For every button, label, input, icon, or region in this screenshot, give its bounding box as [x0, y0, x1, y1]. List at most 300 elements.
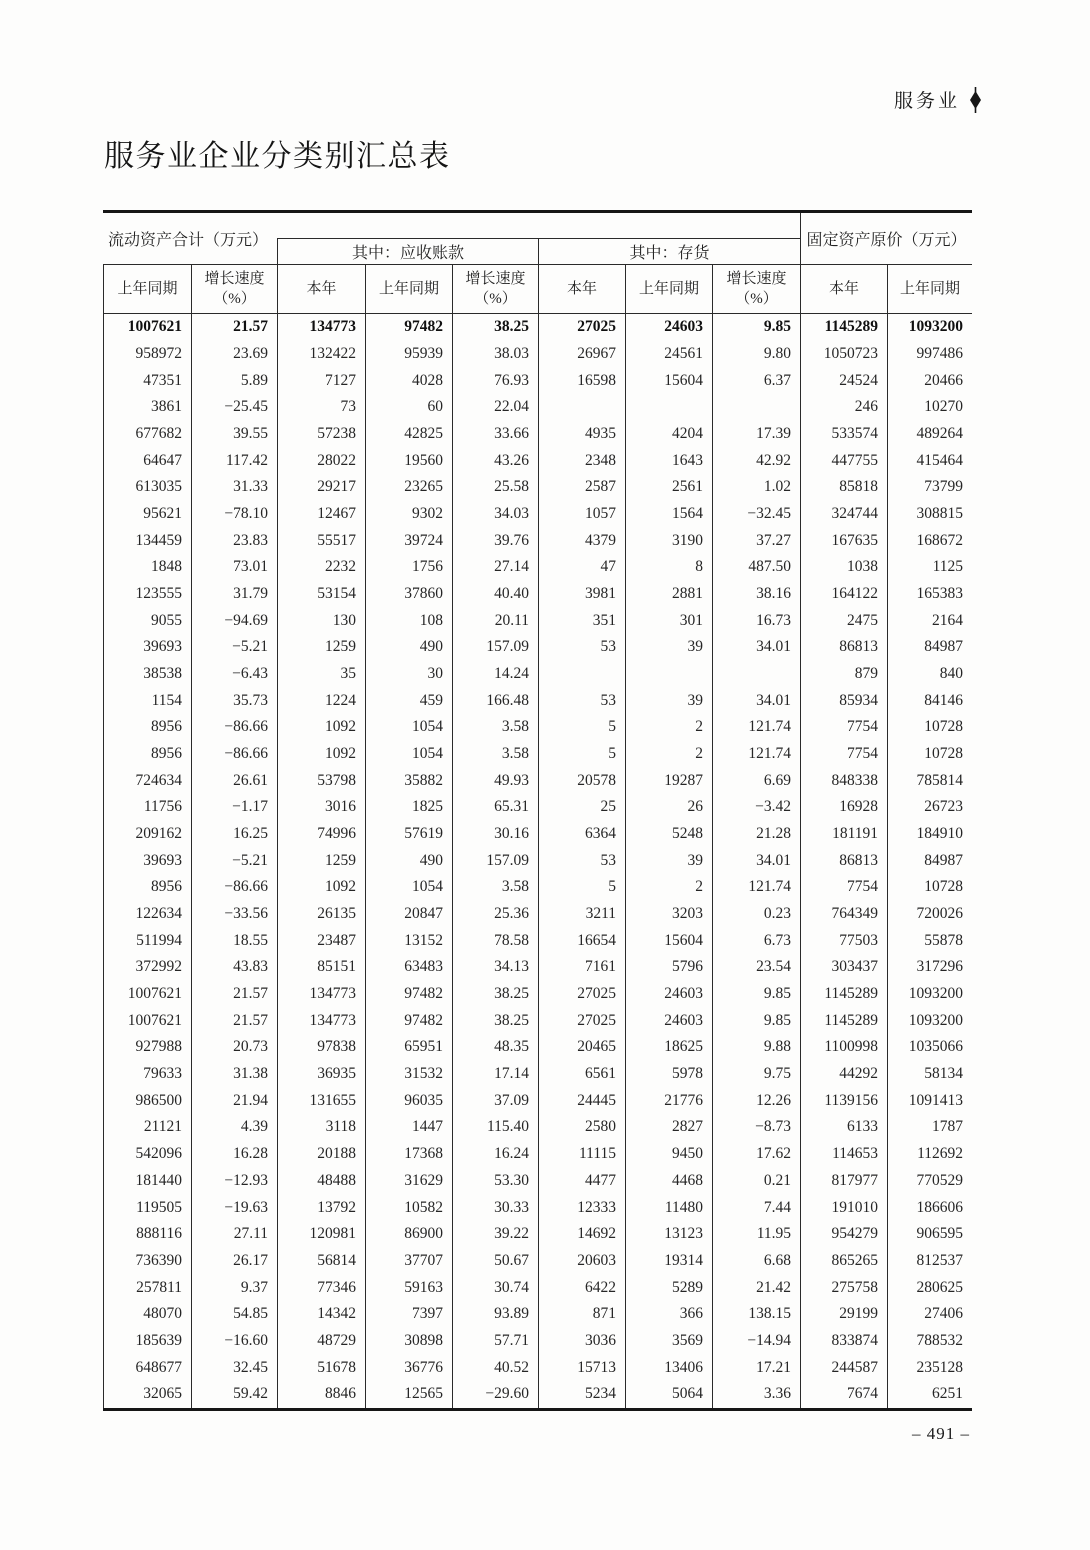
table-cell: 20.11 [452, 607, 538, 634]
table-cell: 257811 [103, 1274, 191, 1301]
table-cell: 20188 [277, 1141, 365, 1168]
table-cell: 30.33 [452, 1194, 538, 1221]
table-cell: 490 [365, 634, 452, 661]
table-cell: 12467 [277, 501, 365, 528]
table-cell: 9055 [103, 607, 191, 634]
table-cell: 13123 [625, 1221, 712, 1248]
table-cell: 166.48 [452, 687, 538, 714]
table-cell: 53798 [277, 767, 365, 794]
table-cell: 13792 [277, 1194, 365, 1221]
table-cell: 7754 [800, 714, 887, 741]
table-cell: 31.33 [191, 474, 277, 501]
table-cell: 7674 [800, 1381, 887, 1408]
table-cell: 39.22 [452, 1221, 538, 1248]
table-cell: 32.45 [191, 1354, 277, 1381]
table-cell: 1093200 [887, 314, 972, 341]
table-cell: 3016 [277, 794, 365, 821]
table-cell: 997486 [887, 341, 972, 368]
table-cell: 958972 [103, 341, 191, 368]
table-cell: 77346 [277, 1274, 365, 1301]
table-cell: 95939 [365, 341, 452, 368]
table-cell: 77503 [800, 927, 887, 954]
table-cell: 7754 [800, 741, 887, 768]
table-cell: 7754 [800, 874, 887, 901]
table-cell: 879 [800, 661, 887, 688]
table-cell [712, 661, 800, 688]
table-cell: 26 [625, 794, 712, 821]
table-cell: 8956 [103, 874, 191, 901]
table-cell: 108 [365, 607, 452, 634]
table-cell: 9.85 [712, 981, 800, 1008]
table-cell: 30898 [365, 1328, 452, 1355]
table-cell: 37707 [365, 1248, 452, 1275]
table-cell: 817977 [800, 1168, 887, 1195]
column-header: 增长速度（%） [712, 264, 800, 314]
table-cell: 53 [538, 634, 625, 661]
table-cell: 12.26 [712, 1087, 800, 1114]
table-cell: 372992 [103, 954, 191, 981]
table-cell: −6.43 [191, 661, 277, 688]
table-cell: −19.63 [191, 1194, 277, 1221]
table-cell: 1007621 [103, 314, 191, 341]
table-cell: 3569 [625, 1328, 712, 1355]
table-cell: 11480 [625, 1194, 712, 1221]
table-cell: 770529 [887, 1168, 972, 1195]
table-cell: 117.42 [191, 447, 277, 474]
table-cell: 986500 [103, 1087, 191, 1114]
table-cell: 76.93 [452, 367, 538, 394]
table-cell: 1100998 [800, 1034, 887, 1061]
table-cell: 4935 [538, 421, 625, 448]
table-cell: 26135 [277, 901, 365, 928]
table-cell: 122634 [103, 901, 191, 928]
table-cell: 39 [625, 847, 712, 874]
table-cell: 16.24 [452, 1141, 538, 1168]
table-cell: 1093200 [887, 1007, 972, 1034]
colgroup-receivables: 其中：应收账款 [277, 238, 538, 264]
table-cell: 23.54 [712, 954, 800, 981]
table-cell: 1139156 [800, 1087, 887, 1114]
table-cell: 31.79 [191, 581, 277, 608]
table-cell: 43.83 [191, 954, 277, 981]
table-cell: 32065 [103, 1381, 191, 1408]
table-cell: 840 [887, 661, 972, 688]
table-cell: 57.71 [452, 1328, 538, 1355]
table-cell: 1643 [625, 447, 712, 474]
table-cell: 29199 [800, 1301, 887, 1328]
table-cell: 51678 [277, 1354, 365, 1381]
table-cell: 23265 [365, 474, 452, 501]
table-cell: 16.73 [712, 607, 800, 634]
table-cell: 10582 [365, 1194, 452, 1221]
table-cell: 1154 [103, 687, 191, 714]
table-cell: 833874 [800, 1328, 887, 1355]
table-cell: 21776 [625, 1087, 712, 1114]
table-cell: 53154 [277, 581, 365, 608]
table-cell: 7127 [277, 367, 365, 394]
table-cell: 12565 [365, 1381, 452, 1408]
table-cell: 6.69 [712, 767, 800, 794]
table-cell: 2580 [538, 1114, 625, 1141]
table-cell: 23.69 [191, 341, 277, 368]
table-cell: 27.14 [452, 554, 538, 581]
running-header [894, 86, 982, 113]
table-cell: 511994 [103, 927, 191, 954]
table-cell: 39724 [365, 527, 452, 554]
column-header: 上年同期 [887, 264, 972, 314]
table-cell: 1054 [365, 874, 452, 901]
table-cell: 31.38 [191, 1061, 277, 1088]
table-cell: 2232 [277, 554, 365, 581]
table-cell: 47351 [103, 367, 191, 394]
table-cell: 26.17 [191, 1248, 277, 1275]
table-cell: −86.66 [191, 741, 277, 768]
table-cell: 1224 [277, 687, 365, 714]
table-cell: 85934 [800, 687, 887, 714]
table-cell: 1093200 [887, 981, 972, 1008]
table-cell: 1007621 [103, 1007, 191, 1034]
page-title: 服务业企业分类别汇总表 [104, 140, 451, 173]
table-cell: 24603 [625, 1007, 712, 1034]
table-cell: 48488 [277, 1168, 365, 1195]
table-cell: 5 [538, 741, 625, 768]
table-cell: 49.93 [452, 767, 538, 794]
table-cell: 16654 [538, 927, 625, 954]
table-cell: 209162 [103, 821, 191, 848]
column-header: 本年 [538, 264, 625, 314]
column-header: 本年 [800, 264, 887, 314]
page-number: – 491 – [912, 1424, 970, 1443]
table-cell: 4379 [538, 527, 625, 554]
table-cell: 121.74 [712, 874, 800, 901]
table-cell: 13152 [365, 927, 452, 954]
table-cell: 21.57 [191, 314, 277, 341]
table-cell: 184910 [887, 821, 972, 848]
table-cell: 138.15 [712, 1301, 800, 1328]
table-cell: 14342 [277, 1301, 365, 1328]
table-cell: 459 [365, 687, 452, 714]
table-cell: 3190 [625, 527, 712, 554]
table-cell: 34.01 [712, 847, 800, 874]
table-cell: 26723 [887, 794, 972, 821]
table-cell: 59.42 [191, 1381, 277, 1408]
table-cell: 40.52 [452, 1354, 538, 1381]
table-cell: 15713 [538, 1354, 625, 1381]
table-cell: 35 [277, 661, 365, 688]
table-cell: 871 [538, 1301, 625, 1328]
table-cell: 2827 [625, 1114, 712, 1141]
table-cell: 115.40 [452, 1114, 538, 1141]
table-cell: 36776 [365, 1354, 452, 1381]
table-cell: 317296 [887, 954, 972, 981]
table-cell: 848338 [800, 767, 887, 794]
table-cell: −25.45 [191, 394, 277, 421]
table-cell: 25 [538, 794, 625, 821]
table-cell: 186606 [887, 1194, 972, 1221]
table-cell: 165383 [887, 581, 972, 608]
table-cell: 134773 [277, 314, 365, 341]
table-cell: 3203 [625, 901, 712, 928]
table-cell: 19287 [625, 767, 712, 794]
table-cell: 2561 [625, 474, 712, 501]
table-cell: 119505 [103, 1194, 191, 1221]
table-cell: 6.73 [712, 927, 800, 954]
table-cell: 6251 [887, 1381, 972, 1408]
table-cell: 16.28 [191, 1141, 277, 1168]
table-cell: 48.35 [452, 1034, 538, 1061]
table-cell: 1007621 [103, 981, 191, 1008]
table-cell: 10728 [887, 741, 972, 768]
table-cell: 906595 [887, 1221, 972, 1248]
table-cell: 3118 [277, 1114, 365, 1141]
table-cell: 164122 [800, 581, 887, 608]
diamond-icon [969, 87, 982, 113]
table-cell: 244587 [800, 1354, 887, 1381]
table-cell: 114653 [800, 1141, 887, 1168]
table-cell: 21.57 [191, 1007, 277, 1034]
table-cell: 21.57 [191, 981, 277, 1008]
table-cell: 35882 [365, 767, 452, 794]
table-cell: 57238 [277, 421, 365, 448]
table-cell: 2164 [887, 607, 972, 634]
column-header: 上年同期 [365, 264, 452, 314]
table-cell: 86900 [365, 1221, 452, 1248]
column-header: 本年 [277, 264, 365, 314]
table-cell: 20603 [538, 1248, 625, 1275]
table-cell: 54.85 [191, 1301, 277, 1328]
table-cell: 38.16 [712, 581, 800, 608]
table-cell: 9.37 [191, 1274, 277, 1301]
table-cell: 60 [365, 394, 452, 421]
table-cell: 34.01 [712, 687, 800, 714]
column-header: 上年同期 [625, 264, 712, 314]
table-cell: 53 [538, 847, 625, 874]
table-cell: 4477 [538, 1168, 625, 1195]
table-cell: 84146 [887, 687, 972, 714]
table-cell: 280625 [887, 1274, 972, 1301]
table-cell: 34.03 [452, 501, 538, 528]
table-cell: −1.17 [191, 794, 277, 821]
table-cell: −86.66 [191, 874, 277, 901]
table-cell: 38.25 [452, 1007, 538, 1034]
table-cell: −29.60 [452, 1381, 538, 1408]
column-header: 增长速度（%） [191, 264, 277, 314]
table-cell: 677682 [103, 421, 191, 448]
table-cell: 5.89 [191, 367, 277, 394]
table-cell: 8956 [103, 741, 191, 768]
table-cell: 6422 [538, 1274, 625, 1301]
table-cell: 3.58 [452, 714, 538, 741]
table-cell: 121.74 [712, 741, 800, 768]
table-cell [538, 661, 625, 688]
table-cell: 1259 [277, 847, 365, 874]
table-cell: 39693 [103, 634, 191, 661]
table-cell: 26967 [538, 341, 625, 368]
table-cell: 167635 [800, 527, 887, 554]
table-cell: 97482 [365, 981, 452, 1008]
table-cell: 38.25 [452, 981, 538, 1008]
table-cell: 38538 [103, 661, 191, 688]
table-cell: 97482 [365, 1007, 452, 1034]
table-cell: 9302 [365, 501, 452, 528]
colgroup-inventory: 其中：存货 [538, 238, 800, 264]
table-cell: 1050723 [800, 341, 887, 368]
table-cell: 65951 [365, 1034, 452, 1061]
table-cell: 191010 [800, 1194, 887, 1221]
table-cell: 86813 [800, 634, 887, 661]
table-cell: 95621 [103, 501, 191, 528]
table-cell: 55517 [277, 527, 365, 554]
table-cell: 24603 [625, 314, 712, 341]
table-cell: −14.94 [712, 1328, 800, 1355]
table-cell: 20.73 [191, 1034, 277, 1061]
table-cell: 2 [625, 741, 712, 768]
table-cell: 4468 [625, 1168, 712, 1195]
table-cell: 5978 [625, 1061, 712, 1088]
table-cell: 9.85 [712, 314, 800, 341]
table-cell: 55878 [887, 927, 972, 954]
table-cell [625, 394, 712, 421]
table-cell: 8 [625, 554, 712, 581]
table-cell: 48070 [103, 1301, 191, 1328]
table-cell: 10728 [887, 874, 972, 901]
table-cell: 27025 [538, 1007, 625, 1034]
table-cell: 301 [625, 607, 712, 634]
table-cell: 84987 [887, 634, 972, 661]
table-cell: 17.62 [712, 1141, 800, 1168]
column-header: 增长速度（%） [452, 264, 538, 314]
table-cell: 11756 [103, 794, 191, 821]
table-cell: 39.76 [452, 527, 538, 554]
table-cell: 13406 [625, 1354, 712, 1381]
table-cell: 25.36 [452, 901, 538, 928]
table-cell: 19314 [625, 1248, 712, 1275]
table-cell: 39 [625, 687, 712, 714]
table-cell: 308815 [887, 501, 972, 528]
table-cell: 1825 [365, 794, 452, 821]
table-cell: 1054 [365, 714, 452, 741]
table-cell: −94.69 [191, 607, 277, 634]
table-cell: 3.36 [712, 1381, 800, 1408]
table-cell: 4028 [365, 367, 452, 394]
table-cell: 37.27 [712, 527, 800, 554]
table-cell: 490 [365, 847, 452, 874]
table-cell: 6364 [538, 821, 625, 848]
table-cell: 11115 [538, 1141, 625, 1168]
table-cell: 17368 [365, 1141, 452, 1168]
table-cell: 487.50 [712, 554, 800, 581]
table-cell: 59163 [365, 1274, 452, 1301]
table-cell: 37860 [365, 581, 452, 608]
table-cell: 720026 [887, 901, 972, 928]
table-cell: 31629 [365, 1168, 452, 1195]
table-cell: 1145289 [800, 981, 887, 1008]
table-cell: 43.26 [452, 447, 538, 474]
table-cell: 65.31 [452, 794, 538, 821]
table-cell: 3036 [538, 1328, 625, 1355]
table-cell: 24603 [625, 981, 712, 1008]
table-cell: 2587 [538, 474, 625, 501]
table-cell: 7.44 [712, 1194, 800, 1221]
table-cell: 20578 [538, 767, 625, 794]
table-cell: 134773 [277, 1007, 365, 1034]
table-cell: −8.73 [712, 1114, 800, 1141]
table-cell: 0.23 [712, 901, 800, 928]
table-cell: 5064 [625, 1381, 712, 1408]
table-cell: 9450 [625, 1141, 712, 1168]
table-cell: 79633 [103, 1061, 191, 1088]
table-cell: 5 [538, 874, 625, 901]
table-cell: −12.93 [191, 1168, 277, 1195]
table-cell: 1125 [887, 554, 972, 581]
table-cell: 1057 [538, 501, 625, 528]
table-cell: 4204 [625, 421, 712, 448]
table-cell: 275758 [800, 1274, 887, 1301]
table-cell: 132422 [277, 341, 365, 368]
table-cell: 5 [538, 714, 625, 741]
table-cell: 6133 [800, 1114, 887, 1141]
table-cell: 785814 [887, 767, 972, 794]
table-cell: 53 [538, 687, 625, 714]
table-cell: 736390 [103, 1248, 191, 1275]
table-cell: 120981 [277, 1221, 365, 1248]
table-cell: 24561 [625, 341, 712, 368]
table-cell: 35.73 [191, 687, 277, 714]
table-cell: −32.45 [712, 501, 800, 528]
table-cell: 1787 [887, 1114, 972, 1141]
table-cell: 21.94 [191, 1087, 277, 1114]
table-cell: 3211 [538, 901, 625, 928]
table-cell: −3.42 [712, 794, 800, 821]
table-cell: 123555 [103, 581, 191, 608]
table-cell: 1092 [277, 714, 365, 741]
table-cell: 50.67 [452, 1248, 538, 1275]
table-cell: 2 [625, 714, 712, 741]
table-cell: 0.21 [712, 1168, 800, 1195]
table-cell: 489264 [887, 421, 972, 448]
table-cell: 27025 [538, 981, 625, 1008]
table-cell: −86.66 [191, 714, 277, 741]
table-cell: 48729 [277, 1328, 365, 1355]
table-cell: 74996 [277, 821, 365, 848]
table-cell: 3861 [103, 394, 191, 421]
table-cell: 812537 [887, 1248, 972, 1275]
table-cell: 85818 [800, 474, 887, 501]
table-cell: 5289 [625, 1274, 712, 1301]
table-cell: 37.09 [452, 1087, 538, 1114]
header-spacer [277, 213, 800, 238]
table-cell: 24524 [800, 367, 887, 394]
table-cell: 56814 [277, 1248, 365, 1275]
table-cell: 613035 [103, 474, 191, 501]
table-cell: 9.80 [712, 341, 800, 368]
corner-label: 服务业 [893, 91, 960, 112]
table-cell: 27406 [887, 1301, 972, 1328]
table-cell: 1848 [103, 554, 191, 581]
table-cell: 16598 [538, 367, 625, 394]
table-cell: 3981 [538, 581, 625, 608]
table-cell [625, 661, 712, 688]
table-cell: 97838 [277, 1034, 365, 1061]
table-cell: 30.74 [452, 1274, 538, 1301]
table-cell: 8956 [103, 714, 191, 741]
table-cell: −5.21 [191, 634, 277, 661]
table-cell: 1756 [365, 554, 452, 581]
table-cell: −16.60 [191, 1328, 277, 1355]
table-cell: 927988 [103, 1034, 191, 1061]
table-cell: 185639 [103, 1328, 191, 1355]
table-cell: 42825 [365, 421, 452, 448]
